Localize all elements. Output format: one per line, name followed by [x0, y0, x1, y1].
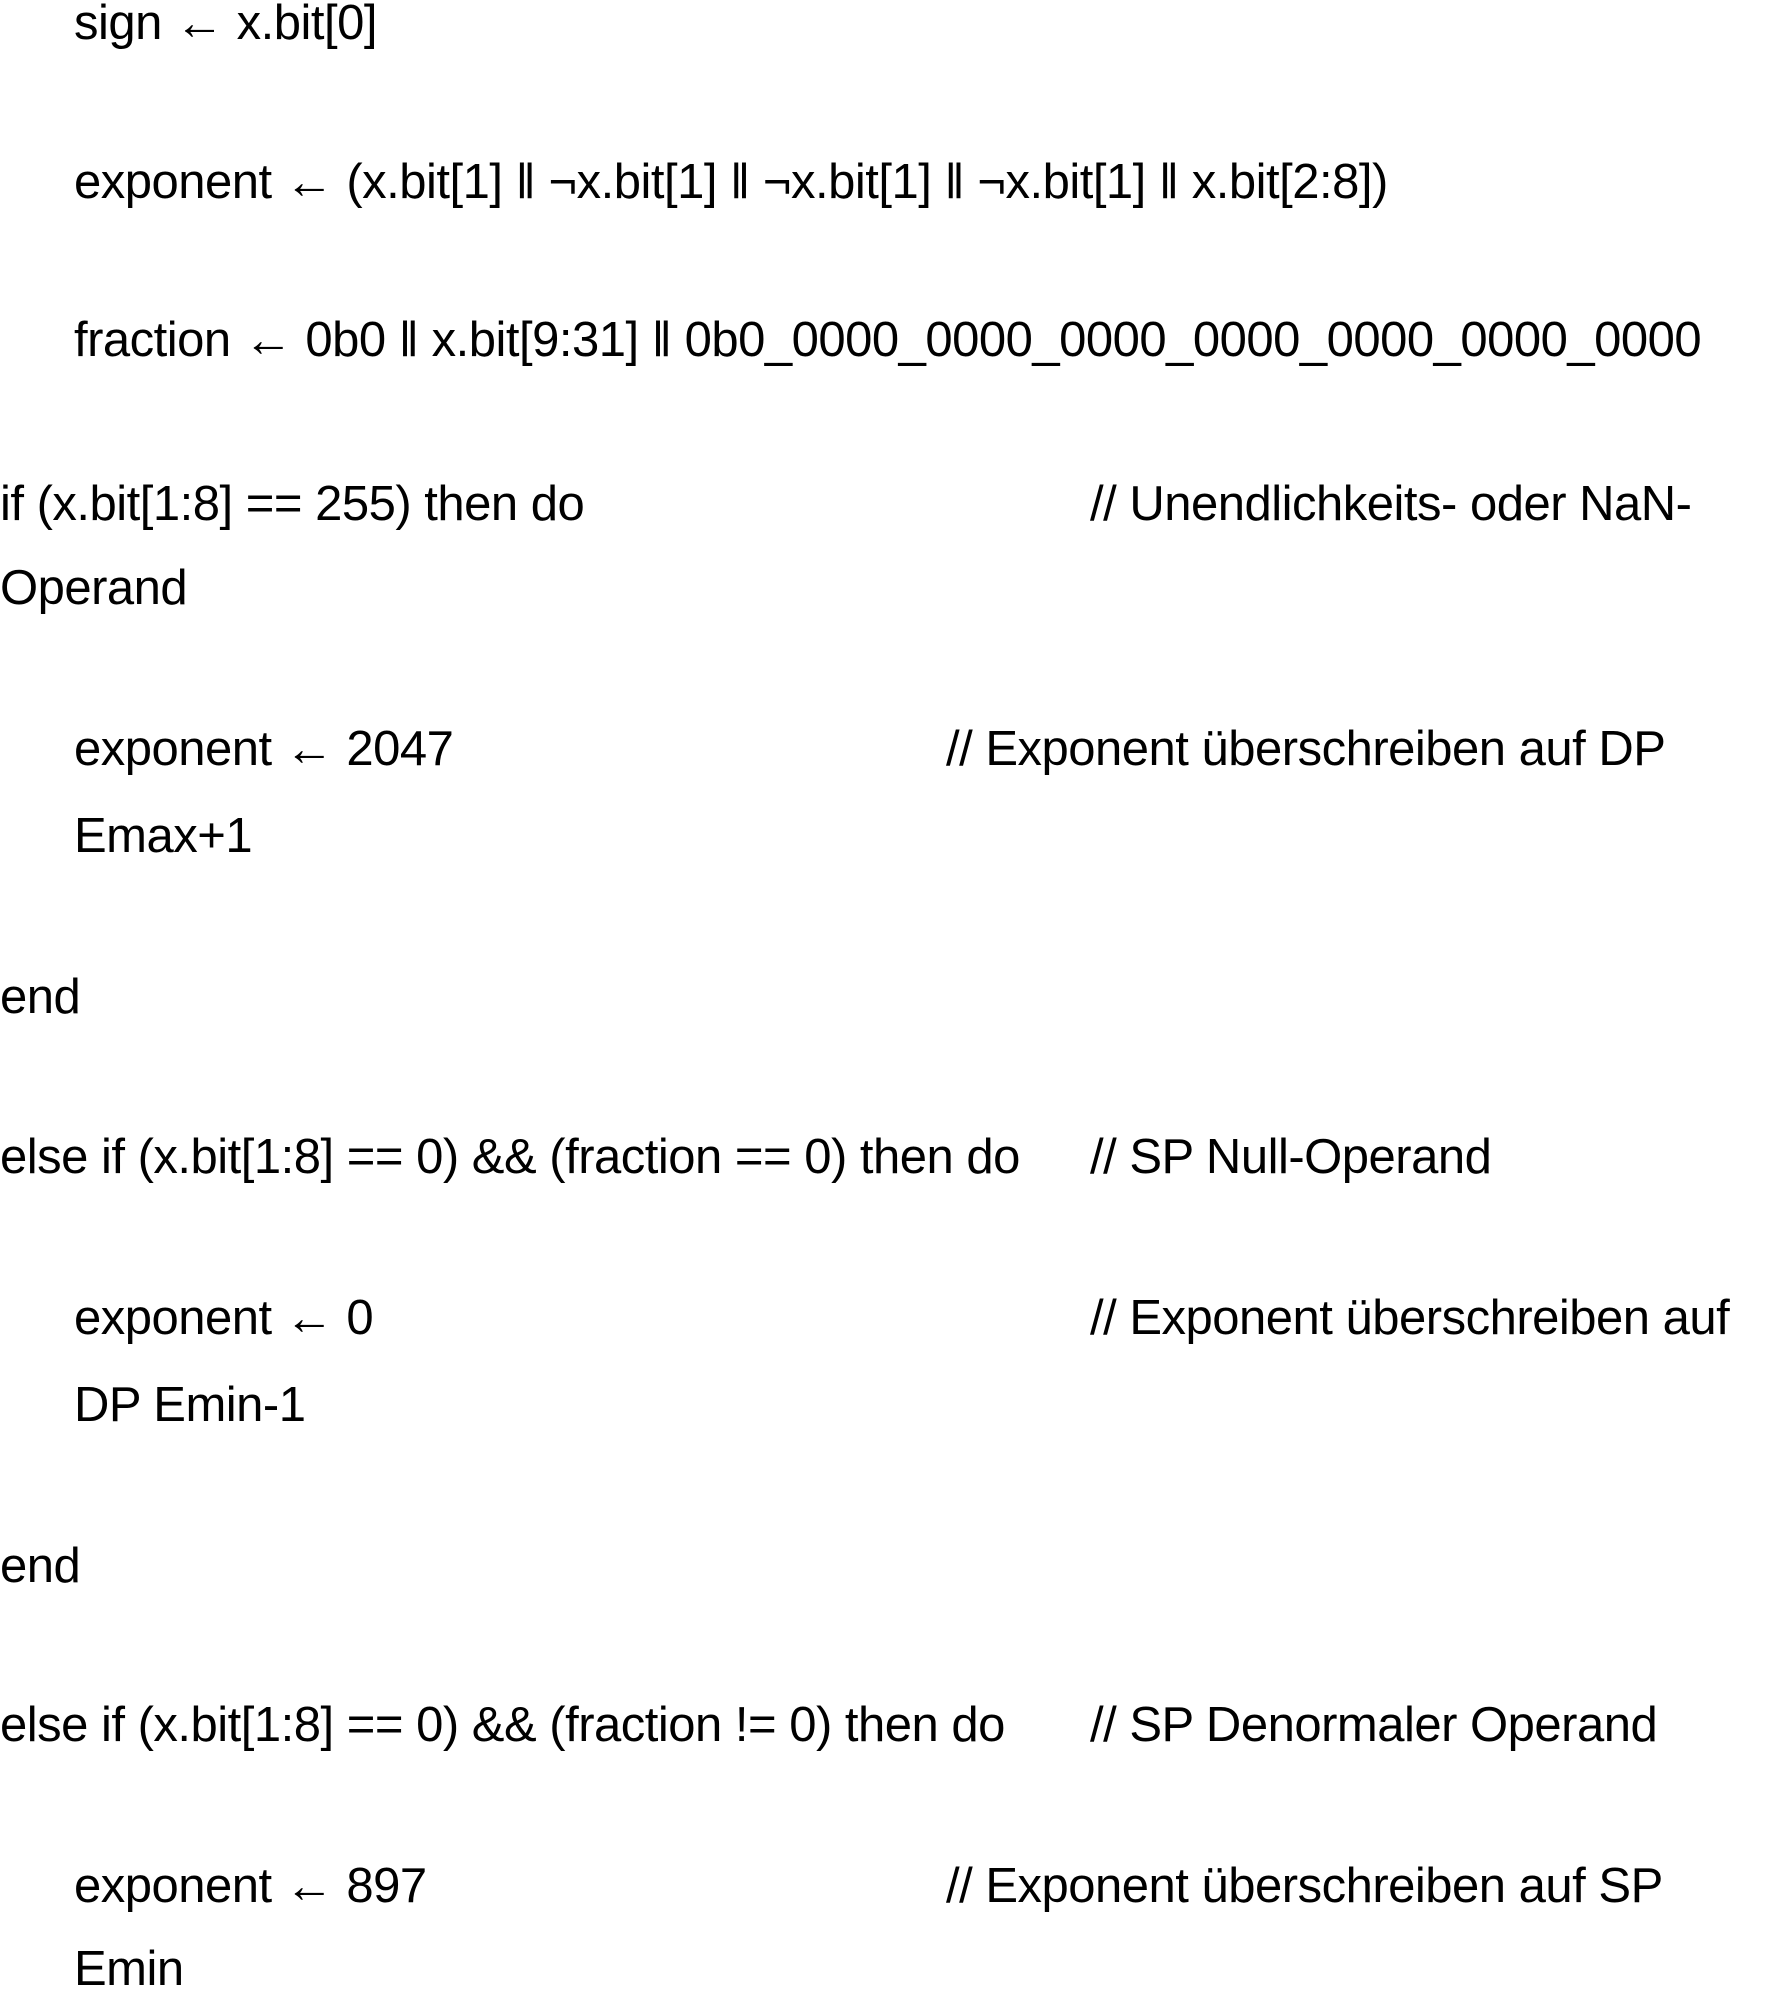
code-line-exponent-897: exponent ← 897	[74, 1856, 427, 1916]
code-line-end-2: end	[0, 1536, 80, 1596]
comment-infinity-nan: // Unendlichkeits- oder NaN-	[1090, 474, 1691, 534]
comment-continuation-emin: Emin	[74, 1939, 184, 1999]
code-line-sign: sign ← x.bit[0]	[74, 0, 377, 53]
code-line-else-if-zero: else if (x.bit[1:8] == 0) && (fraction == 0) then do	[0, 1127, 1020, 1187]
comment-continuation-emin-1: DP Emin-1	[74, 1375, 306, 1435]
comment-continuation-emax: Emax+1	[74, 806, 252, 866]
code-line-if-255: if (x.bit[1:8] == 255) then do	[0, 474, 584, 534]
comment-overwrite-dp-emax: // Exponent überschreiben auf DP	[946, 719, 1665, 779]
code-line-exponent-0: exponent ← 0	[74, 1288, 373, 1348]
code-line-end-1: end	[0, 967, 80, 1027]
comment-sp-zero-operand: // SP Null-Operand	[1090, 1127, 1491, 1187]
code-line-exponent-2047: exponent ← 2047	[74, 719, 453, 779]
code-line-fraction: fraction ← 0b0 ‖ x.bit[9:31] ‖ 0b0_0000_0000_0000_0000_0000_0000_0000	[74, 310, 1701, 370]
comment-sp-denormal-operand: // SP Denormaler Operand	[1090, 1695, 1657, 1755]
comment-continuation-operand: Operand	[0, 558, 187, 618]
comment-overwrite-sp-emin: // Exponent überschreiben auf SP	[946, 1856, 1663, 1916]
code-line-else-if-denormal: else if (x.bit[1:8] == 0) && (fraction != 0) then do	[0, 1695, 1005, 1755]
code-line-exponent: exponent ← (x.bit[1] ‖ ¬x.bit[1] ‖ ¬x.bit[1] ‖ ¬x.bit[1] ‖ x.bit[2:8])	[74, 152, 1388, 212]
comment-overwrite-dp-emin: // Exponent überschreiben auf	[1090, 1288, 1729, 1348]
